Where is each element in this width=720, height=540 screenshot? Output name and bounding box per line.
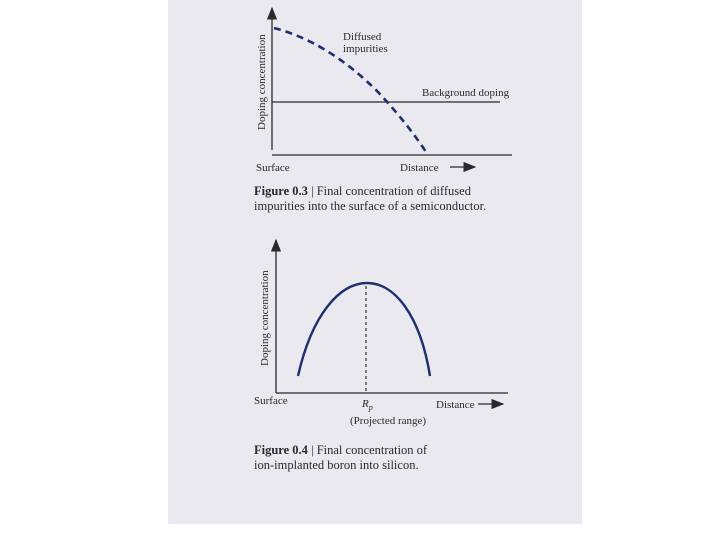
background-doping-label: Background doping: [422, 87, 510, 99]
rp-label: [361, 398, 373, 412]
diffused-impurities-label-line2: impurities: [343, 43, 388, 55]
implant-profile-curve: [298, 283, 430, 376]
fig1-caption-line1: [254, 184, 486, 199]
fig2-caption-sep: |: [307, 443, 317, 457]
fig2-distance-label: Distance: [436, 399, 475, 411]
fig1-caption-line2: impurities into the surface of a semiconductor.: [254, 199, 487, 213]
fig1-distance-label: Distance: [400, 162, 439, 174]
scanned-page: [168, 0, 582, 524]
diffused-impurities-label: Diffused: [343, 31, 382, 43]
fig2-caption-text: Final concentration of: [316, 443, 428, 457]
fig1-surface-label: Surface: [256, 162, 290, 174]
figure-0-3: [256, 8, 512, 174]
fig2-surface-label: Surface: [254, 395, 288, 407]
fig1-y-axis-label: Doping concentration: [256, 34, 268, 130]
figure-0-4: [254, 240, 508, 427]
figure-0-3-caption: [254, 184, 486, 214]
fig1-caption-sep: |: [307, 184, 317, 198]
projected-range-label: (Projected range): [350, 415, 427, 427]
fig2-caption-line2: ion-implanted boron into silicon.: [254, 458, 419, 472]
fig1-caption-text: Final concentration of diffused: [316, 184, 471, 198]
rp-subscript: p: [368, 403, 373, 412]
fig2-caption-number: Figure 0.4: [254, 443, 308, 457]
fig1-caption-number: Figure 0.3: [254, 184, 308, 198]
rp-symbol: R: [362, 398, 369, 410]
fig2-y-axis-label: Doping concentration: [259, 270, 271, 366]
figure-0-4-caption: [254, 443, 427, 473]
fig2-caption-line1: [254, 443, 427, 458]
